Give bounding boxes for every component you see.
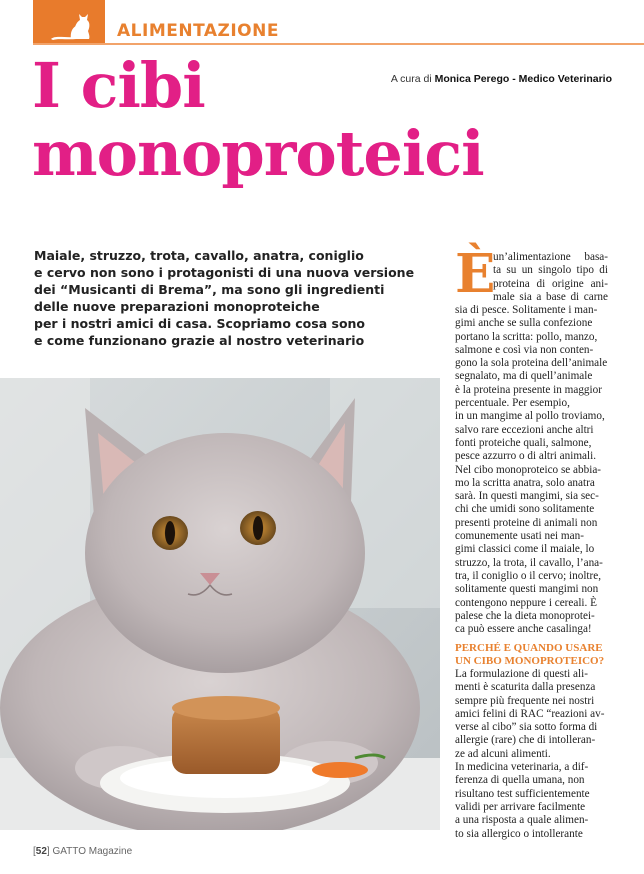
lead-line: Maiale, struzzo, trota, cavallo, anatra, coniglio xyxy=(34,248,364,263)
body-line: In medicina veterinaria, a dif- xyxy=(455,761,589,774)
byline-prefix: A cura di xyxy=(390,73,435,85)
body-line: male sia a base di carne xyxy=(493,290,608,303)
body-line: risultano test sufficientemente xyxy=(455,787,590,800)
body-line: chi che umidi sono solitamente xyxy=(455,503,595,516)
cat-silhouette-icon xyxy=(45,5,95,41)
lead-line: delle nuove preparazioni monoproteiche xyxy=(34,299,320,314)
body-line: La formulazione di questi ali- xyxy=(455,668,588,680)
body-line: to sia allergico o intollerante xyxy=(455,827,583,840)
article-title xyxy=(32,49,484,190)
body-line: menti è scaturita dalla presenza xyxy=(455,681,596,694)
subheading-line: UN CIBO MONOPROTEICO? xyxy=(455,654,605,667)
body-line: mo la scritta anatra, solo anatra xyxy=(455,476,595,489)
body-intro xyxy=(493,251,608,304)
section-tab xyxy=(33,0,105,44)
section-divider xyxy=(33,43,644,45)
body-text xyxy=(455,304,608,636)
magazine-name: GATTO Magazine xyxy=(49,846,133,857)
body-line: validi per arrivare facilmente xyxy=(455,800,586,813)
article-title-line: monoproteici xyxy=(32,117,484,190)
body-line: solitamente questi mangimi non xyxy=(455,583,599,596)
body-line: a una risposta a quale alimen- xyxy=(455,814,589,827)
body-line: sempre più frequente nei nostri xyxy=(455,694,595,707)
body-line: segnalato, ma di quell’animale xyxy=(455,370,593,383)
subheading-line: PERCHÉ E QUANDO USARE xyxy=(455,642,603,654)
body-line: gimi classici come il maiale, lo xyxy=(455,543,595,556)
lead-paragraph xyxy=(34,247,426,349)
body-line: palese che la dieta monoprotei- xyxy=(455,609,595,622)
body-line: è la proteina presente in maggior xyxy=(455,383,602,396)
body-line: ta su un singolo tipo di xyxy=(493,264,608,277)
body-line: ze ad alcuni alimenti. xyxy=(455,747,551,760)
body-line: comunemente usati nei man- xyxy=(455,530,584,543)
body-line: ferenza di quella umana, non xyxy=(455,774,585,787)
body-line: in un mangime al pollo troviamo, xyxy=(455,410,605,423)
body-line: gimi anche se sulla confezione xyxy=(455,317,593,330)
body-line: sia di pesce. Solitamente i man- xyxy=(455,304,598,316)
body-line: salvo rare eccezioni anche altri xyxy=(455,423,594,436)
drop-cap: È xyxy=(455,243,496,305)
body-line: portano la scritta: pollo, manzo, xyxy=(455,330,598,343)
cat-photo xyxy=(0,378,440,830)
body-line: Nel cibo monoproteico se abbia- xyxy=(455,463,602,476)
body-line: presenti proteine di animali non xyxy=(455,516,598,529)
page-folio: [52] GATTO Magazine xyxy=(33,846,133,857)
body-line: sarà. In questi mangimi, sia sec- xyxy=(455,490,599,503)
body-line: struzzo, la trota, il cavallo, l’ana- xyxy=(455,556,603,569)
body-line: allergie (rare) che di intolleran- xyxy=(455,734,596,747)
lead-line: dei “Musicanti di Brema”, ma sono gli ingredienti xyxy=(34,282,385,297)
subheading xyxy=(455,642,604,667)
body-line: pesce azzurro o di altri animali. xyxy=(455,450,597,463)
lead-line: per i nostri amici di casa. Scopriamo cosa sono xyxy=(34,316,366,331)
body-line: proteina di origine ani- xyxy=(493,277,608,290)
body-line: verse al cibo” sia sotto forma di xyxy=(455,721,598,734)
body-line: contengono neppure i cereali. È xyxy=(455,596,597,609)
body-line: percentuale. Per esempio, xyxy=(455,397,570,410)
body-line: amici felini di RAC “reazioni av- xyxy=(455,707,605,720)
body-line: gono la sola proteina dell’animale xyxy=(455,357,608,370)
lead-line: e cervo non sono i protagonisti di una nuova versione xyxy=(34,265,415,280)
page-number: 52 xyxy=(35,846,47,857)
body-line: tra, il coniglio o il cervo; inoltre, xyxy=(455,569,602,582)
body-text-2 xyxy=(455,668,608,841)
body-line: salmone e così via non conten- xyxy=(455,343,594,356)
byline-author: Monica Perego - Medico Veterinario xyxy=(434,73,612,85)
body-line: fonti proteiche quali, salmone, xyxy=(455,436,592,449)
body-line: un’alimentazione basa- xyxy=(493,251,608,263)
body-line: ca può essere anche casalinga! xyxy=(455,623,592,636)
article-title-line: I cibi xyxy=(32,49,205,122)
lead-line: e come funzionano grazie al nostro veterinario xyxy=(34,333,365,348)
section-label: ALIMENTAZIONE xyxy=(117,21,279,41)
